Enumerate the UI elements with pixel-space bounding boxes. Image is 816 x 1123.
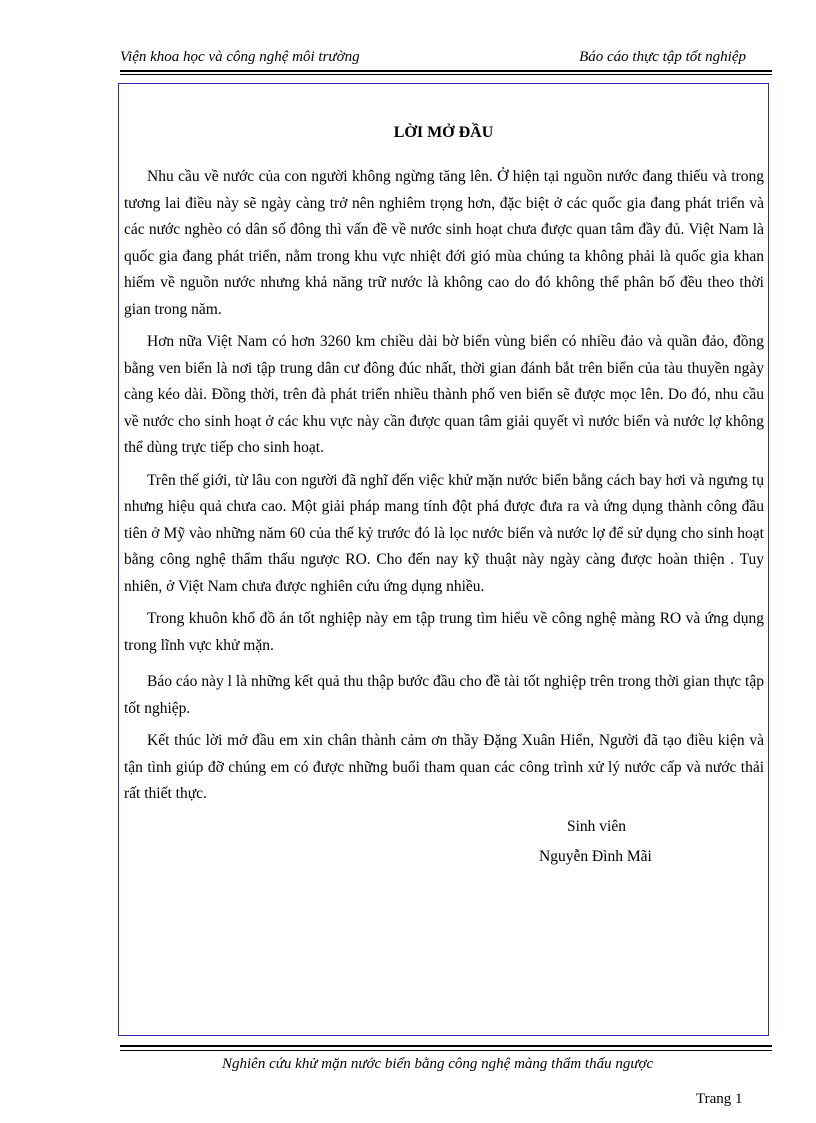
- page-number: Trang 1: [696, 1091, 743, 1107]
- header-rule-thin: [120, 74, 772, 75]
- header-report-type: Báo cáo thực tập tốt nghiệp: [579, 49, 746, 65]
- paragraph: Trên thế giới, từ lâu con người đã nghĩ đến việc khử mặn nước biển bằng cách bay hơi và ngưng tụ nhưng hiệu quả chưa cao. Một giải pháp mang tính đột phá được đưa ra và ứng dụng thành công đầu tiên ở Mỹ vào những năm 60 của thế kỷ trước đó là lọc nước biển và nước lợ để sử dụng cho sinh hoạt bằng công nghệ thẩm thấu ngược RO. Cho đến nay kỹ thuật này ngày càng được hoàn thiện . Tuy nhiên, ở Việt Nam chưa được nghiên cứu ứng dụng nhiều.: [124, 471, 764, 595]
- page-title: LỜI MỞ ĐẦU: [393, 124, 494, 141]
- footer-rule: [120, 1045, 772, 1047]
- paragraph: Kết thúc lời mở đầu em xin chân thành cảm ơn thầy Đặng Xuân Hiển, Người đã tạo điều kiện và tận tình giúp đỡ chúng em có được những buổi tham quan các công trình xử lý nước cấp và nước thải rất thiết thực.: [124, 732, 764, 802]
- page-header: [120, 49, 772, 71]
- footer-rule-thin: [120, 1050, 772, 1051]
- paragraph: Hơn nữa Việt Nam có hơn 3260 km chiều dài bờ biển vùng biển có nhiều đảo và quần đảo, đồng bằng ven biển là nơi tập trung dân cư đông đúc nhất, thời gian đánh bắt trên biển của tàu thuyền ngày càng kéo dài. Đồng thời, trên đà phát triển nhiều thành phố ven biển sẽ được mọc lên. Do đó, nhu cầu về nước cho sinh hoạt ở các khu vực này cần được quan tâm giải quyết vì nước biển và nước lợ không thể dùng trực tiếp cho sinh hoạt.: [124, 333, 764, 456]
- paragraph: Báo cáo này l là những kết quả thu thập bước đầu cho đề tài tốt nghiệp trên trong thời gian thực tập tốt nghiệp.: [124, 673, 764, 717]
- paragraph: Trong khuôn khổ đồ án tốt nghiệp này em tập trung tìm hiểu về công nghệ màng RO và ứng dụng trong lĩnh vực khử mặn.: [124, 610, 764, 654]
- signature-name: Nguyễn Đình Mãi: [539, 848, 652, 865]
- signature-role: Sinh viên: [567, 818, 626, 835]
- header-rule: [120, 70, 772, 72]
- paragraph: Nhu cầu về nước của con người không ngừng tăng lên. Ở hiện tại nguồn nước đang thiếu và trong tương lai điều này sẽ ngày càng trở nên nghiêm trọng hơn, đặc biệt ở các quốc gia đang phát triển và các nước nghèo có dân số đông thì vấn đề về nước sinh hoạt chưa được quan tâm đầy đủ. Việt Nam là quốc gia đang phát triển, nằm trong khu vực nhiệt đới gió mùa chúng ta không phải là quốc gia khan hiếm về nguồn nước nhưng khả năng trữ nước là không cao do đó không thể phân bố đều theo thời gian trong năm.: [124, 168, 764, 318]
- document-body: [124, 164, 764, 814]
- footer-title: Nghiên cứu khử mặn nước biển bằng công nghệ màng thẩm thấu ngược: [222, 1056, 654, 1072]
- header-institute: Viện khoa học và công nghệ môi trường: [120, 49, 360, 65]
